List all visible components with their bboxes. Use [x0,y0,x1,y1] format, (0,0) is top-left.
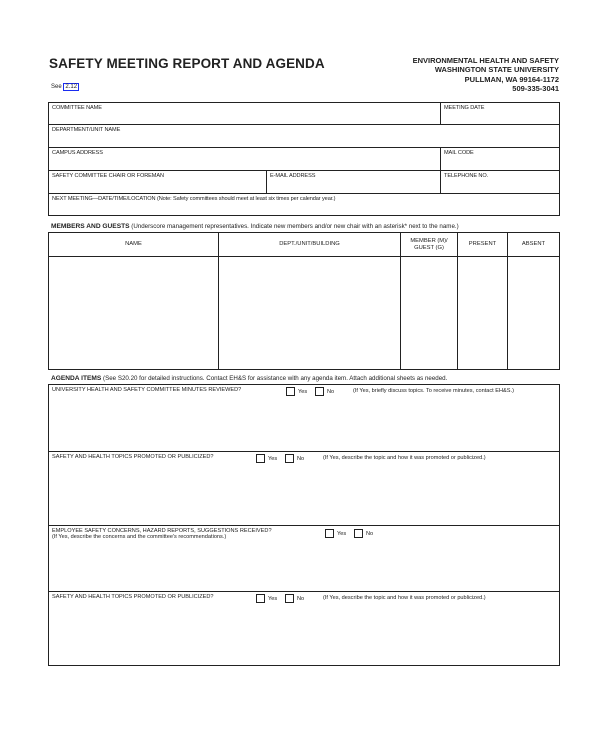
name-entry-area[interactable] [48,256,219,370]
agenda-item-minutes-reviewed[interactable] [48,384,560,452]
agenda-question: EMPLOYEE SAFETY CONCERNS, HAZARD REPORTS, SUGGESTIONS RECEIVED? [52,528,272,534]
org-line: WASHINGTON STATE UNIVERSITY [434,65,559,75]
checkbox[interactable] [285,594,294,603]
field-label: NEXT MEETING—DATE/TIME/LOCATION (Note: Safety committees should meet at least six times per calendar year.) [52,196,336,202]
no-checkbox[interactable] [285,454,304,463]
field-label: MEETING DATE [444,105,485,111]
field-label: SAFETY COMMITTEE CHAIR OR FOREMAN [52,173,164,179]
agenda-question: UNIVERSITY HEALTH AND SAFETY COMMITTEE MINUTES REVIEWED? [52,387,242,393]
checkbox[interactable] [286,387,295,396]
reference-link[interactable]: 2.12 [65,84,78,90]
field-label: TELEPHONE NO. [444,173,489,179]
field-label: COMMITTEE NAME [52,105,102,111]
no-checkbox[interactable] [315,387,334,396]
meeting-date-field[interactable] [440,102,560,125]
page-title: SAFETY MEETING REPORT AND AGENDA [49,56,325,71]
yes-checkbox[interactable] [256,454,277,463]
checkbox[interactable] [285,454,294,463]
yes-checkbox[interactable] [256,594,277,603]
agenda-item-employee-concerns[interactable] [48,525,560,592]
telephone-field[interactable] [440,170,560,194]
agenda-question: SAFETY AND HEALTH TOPICS PROMOTED OR PUBLICIZED? [52,454,214,460]
no-checkbox[interactable] [354,529,373,538]
present-entry-area[interactable] [457,256,508,370]
see-label: See [51,84,62,90]
absent-entry-area[interactable] [507,256,560,370]
yes-checkbox[interactable] [325,529,346,538]
next-meeting-field[interactable] [48,193,560,216]
agenda-question: SAFETY AND HEALTH TOPICS PROMOTED OR PUBLICIZED? [52,594,214,600]
field-label: CAMPUS ADDRESS [52,150,103,156]
yes-label: Yes [268,455,278,462]
no-label: No [366,530,374,537]
department-field[interactable] [48,124,560,148]
chair-field[interactable] [48,170,267,194]
yes-checkbox[interactable] [286,387,307,396]
checkbox[interactable] [256,454,265,463]
yes-label: Yes [268,595,278,602]
agenda-note: (If Yes, describe the topic and how it was promoted or publicized.) [323,455,486,461]
section-title: MEMBERS AND GUESTS [51,223,130,230]
email-field[interactable] [266,170,441,194]
no-label: No [297,455,305,462]
agenda-item-topics-promoted[interactable] [48,451,560,526]
checkbox[interactable] [354,529,363,538]
agenda-note: (If Yes, describe the concerns and the committee's recommendations.) [52,534,227,540]
column-header-present: PRESENT [457,232,508,257]
campus-address-field[interactable] [48,147,441,171]
field-label: MAIL CODE [444,150,474,156]
field-label: E-MAIL ADDRESS [270,173,316,179]
section-instructions: (See S20.20 for detailed instructions. Contact EH&S for assistance with any agenda item. Attach additional sheets as needed. [103,375,448,382]
column-header-name: NAME [48,232,219,257]
field-label: DEPARTMENT/UNIT NAME [52,127,121,133]
mail-code-field[interactable] [440,147,560,171]
no-label: No [297,595,305,602]
yes-label: Yes [298,388,308,395]
dept-entry-area[interactable] [218,256,401,370]
column-header-dept: DEPT./UNIT/BUILDING [218,232,401,257]
agenda-heading [51,375,447,382]
see-reference [51,84,79,90]
organization-address [413,56,559,93]
yes-label: Yes [337,530,347,537]
section-instructions: (Underscore management representatives. Indicate new members and/or new chair with an asterisk* next to the name.) [131,223,459,230]
org-line: 509-335-3041 [512,83,559,93]
checkbox[interactable] [315,387,324,396]
column-header-member-guest: MEMBER (M)/ GUEST (G) [400,232,458,257]
org-line: ENVIRONMENTAL HEALTH AND SAFETY [412,56,559,65]
checkbox[interactable] [256,594,265,603]
org-line: PULLMAN, WA 99164-1172 [464,74,559,84]
column-header-absent: ABSENT [507,232,560,257]
no-checkbox[interactable] [285,594,304,603]
committee-name-field[interactable] [48,102,441,125]
member-guest-entry-area[interactable] [400,256,458,370]
section-title: AGENDA ITEMS [51,375,102,382]
members-heading [51,223,459,230]
no-label: No [327,388,335,395]
agenda-note: (If Yes, briefly discuss topics. To receive minutes, contact EH&S.) [353,388,514,394]
agenda-note: (If Yes, describe the topic and how it was promoted or publicized.) [323,595,486,601]
agenda-item-topics-promoted-2[interactable] [48,591,560,666]
checkbox[interactable] [325,529,334,538]
